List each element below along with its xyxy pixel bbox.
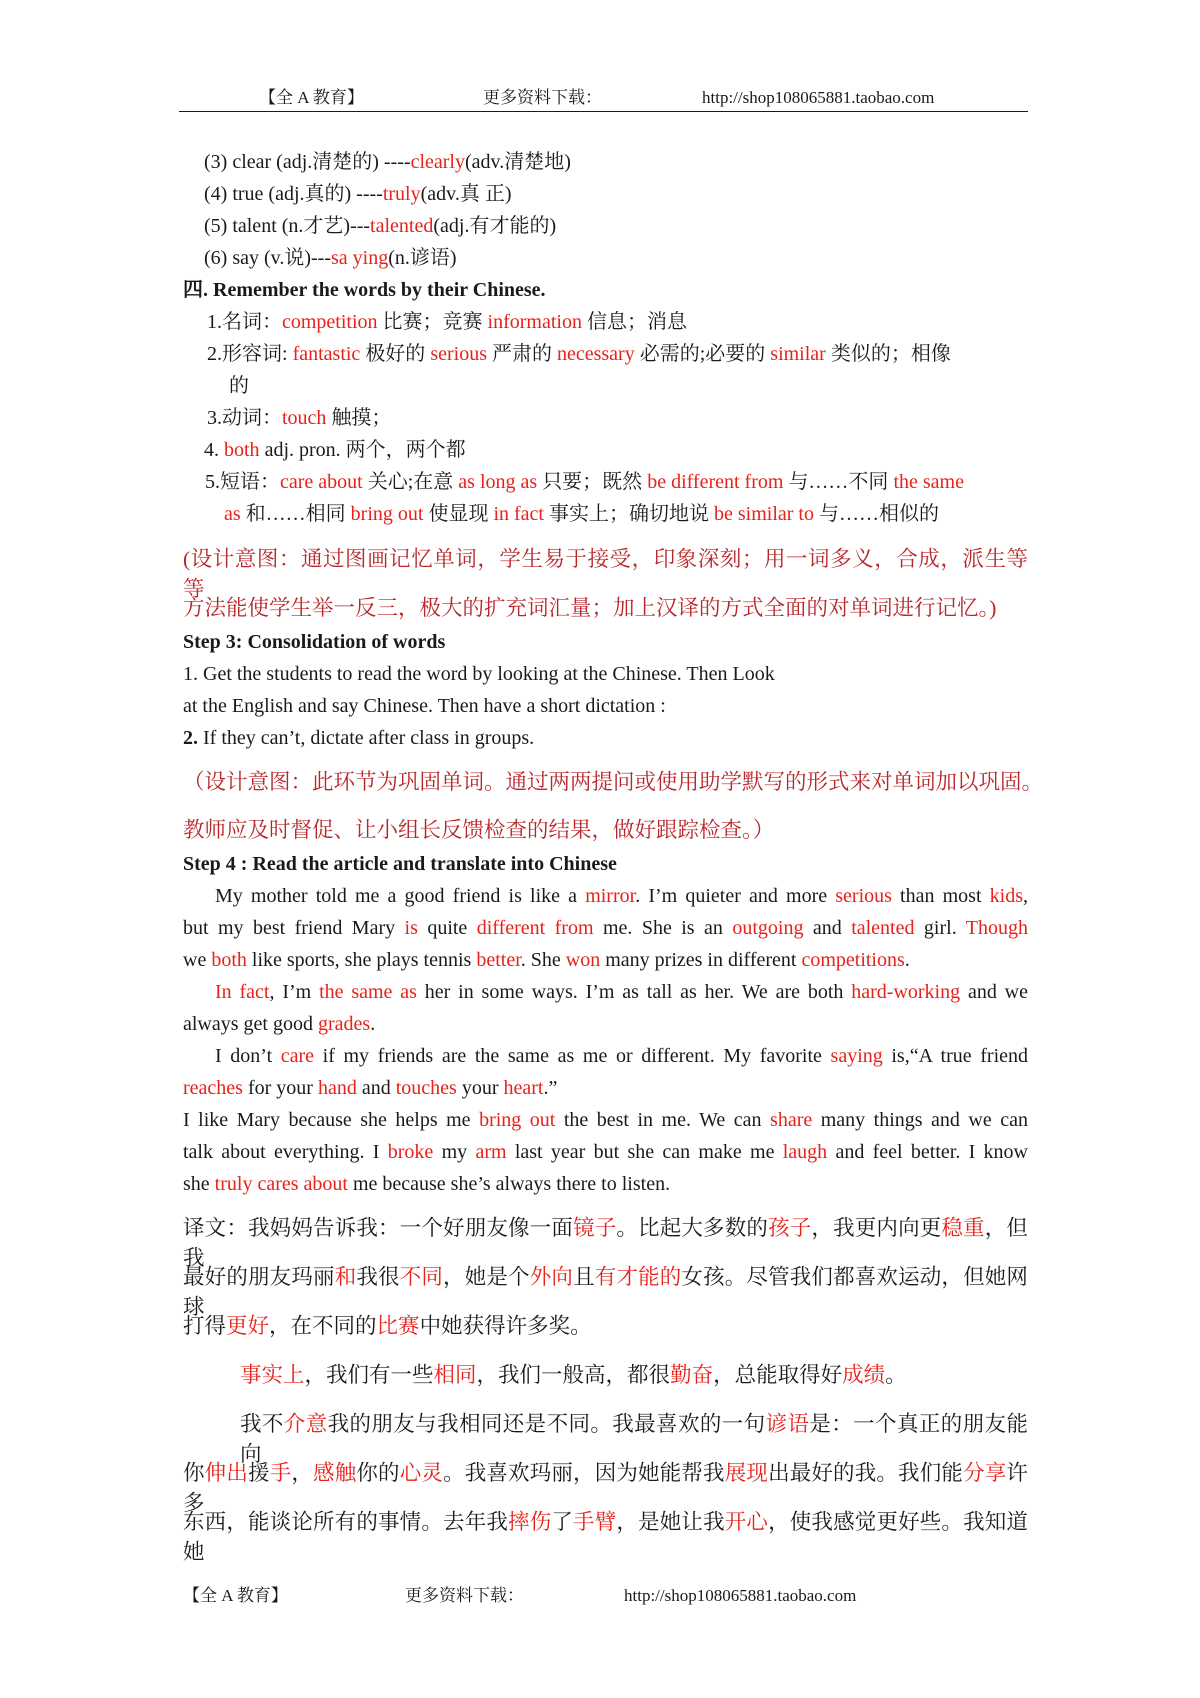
article-p2-line-1: In fact, I’m the same as her in some ways. I’m as tall as her. We are both hard-working and we: [215, 981, 1028, 1003]
step3-line-1: 1. Get the students to read the word by looking at the Chinese. Then Look: [183, 663, 775, 685]
vocab-both: 4. both adj. pron. 两个，两个都: [204, 439, 466, 461]
translation-line-3: 打得更好，在不同的比赛中她获得许多奖。: [183, 1314, 592, 1338]
header-brand: 【全 A 教育】: [259, 88, 364, 107]
vocab-phrases-2: as 和……相同 bring out 使显现 in fact 事实上；确切地说 be similar to 与……相似的: [224, 503, 939, 525]
design-intent-1-line-2: 方法能使学生举一反三，极大的扩充词汇量；加上汉译的方式全面的对单词进行记忆。): [183, 596, 997, 620]
header-rule: [179, 111, 1028, 112]
translation-line-4: 事实上，我们有一些相同，我们一般高，都很勤奋，总能取得好成绩。: [240, 1363, 907, 1387]
derivation-line-4: (4) true (adj.真的) ----truly(adv.真 正): [204, 183, 512, 205]
design-intent-1-line-1: (设计意图：通过图画记忆单词，学生易于接受，印象深刻；用一词多义，合成，派生等等: [183, 547, 1028, 601]
article-p1-line-3: we both like sports, she plays tennis better. She won many prizes in different competitions.: [183, 949, 910, 971]
derivation-line-3: (3) clear (adj.清楚的) ----clearly(adv.清楚地): [204, 151, 571, 173]
derivation-line-6: (6) say (v.说)---sa ying(n.谚语): [204, 247, 457, 269]
article-p3-line-2: reaches for your hand and touches your heart.”: [183, 1077, 558, 1099]
article-p4-line-3: she truly cares about me because she’s always there to listen.: [183, 1173, 671, 1195]
footer-url[interactable]: http://shop108065881.taobao.com: [624, 1586, 857, 1605]
vocab-nouns: 1.名词：competition 比赛；竞赛 information 信息；消息: [207, 311, 687, 333]
vocab-verbs: 3.动词：touch 触摸；: [207, 407, 392, 429]
step4-title: Step 4 : Read the article and translate into Chinese: [183, 853, 617, 875]
article-p3-line-1: I don’t care if my friends are the same as me or different. My favorite saying is,“A true friend: [215, 1045, 1029, 1067]
translation-line-7: 东西，能谈论所有的事情。去年我摔伤了手臂，是她让我开心，使我感觉更好些。我知道她: [183, 1510, 1028, 1564]
article-p1-line-1: My mother told me a good friend is like a mirror. I’m quieter and more serious than most kids,: [215, 885, 1029, 907]
step3-title: Step 3: Consolidation of words: [183, 631, 446, 653]
step3-line-2: at the English and say Chinese. Then have a short dictation :: [183, 695, 666, 717]
article-p4-line-1: I like Mary because she helps me bring out the best in me. We can share many things and we can: [183, 1109, 1029, 1131]
article-p4-line-2: talk about everything. I broke my arm last year but she can make me laugh and feel better. I know: [183, 1141, 1028, 1163]
footer-brand: 【全 A 教育】: [183, 1586, 288, 1605]
article-p1-line-2: but my best friend Mary is quite different from me. She is an outgoing and talented girl. Though: [183, 917, 1028, 939]
translation-line-2: 最好的朋友玛丽和我很不同，她是个外向且有才能的女孩。尽管我们都喜欢运动，但她网球: [183, 1265, 1028, 1319]
translation-line-5: 我不介意我的朋友与我相同还是不同。我最喜欢的一句谚语是：一个真正的朋友能向: [240, 1412, 1028, 1466]
translation-line-1: 译文：我妈妈告诉我：一个好朋友像一面镜子。比起大多数的孩子，我更内向更稳重，但我: [183, 1216, 1028, 1270]
header-more-label: 更多资料下载：: [483, 88, 602, 107]
article-p2-line-2: always get good grades.: [183, 1013, 376, 1035]
section4-title: 四. Remember the words by their Chinese.: [183, 279, 546, 301]
step3-line-3: 2. If they can’t, dictate after class in groups.: [183, 727, 535, 749]
translation-line-6: 你伸出援手，感触你的心灵。我喜欢玛丽，因为她能帮我展现出最好的我。我们能分享许多: [183, 1461, 1028, 1515]
footer-more-label: 更多资料下载：: [405, 1586, 524, 1605]
vocab-phrases-1: 5.短语：care about 关心;在意 as long as 只要；既然 be different from 与……不同 the same: [205, 471, 964, 493]
header-url[interactable]: http://shop108065881.taobao.com: [702, 88, 935, 107]
vocab-adjectives: 2.形容词: fantastic 极好的 serious 严肃的 necessary 必需的;必要的 similar 类似的；相像: [207, 343, 951, 365]
derivation-line-5: (5) talent (n.才艺)---talented(adj.有才能的): [204, 215, 557, 237]
design-intent-2-line-1: （设计意图：此环节为巩固单词。通过两两提问或使用助学默写的形式来对单词加以巩固。: [183, 770, 1044, 794]
vocab-adjectives-cont: 的: [229, 375, 249, 397]
design-intent-2-line-2: 教师应及时督促、让小组长反馈检查的结果，做好跟踪检查。）: [183, 818, 775, 842]
